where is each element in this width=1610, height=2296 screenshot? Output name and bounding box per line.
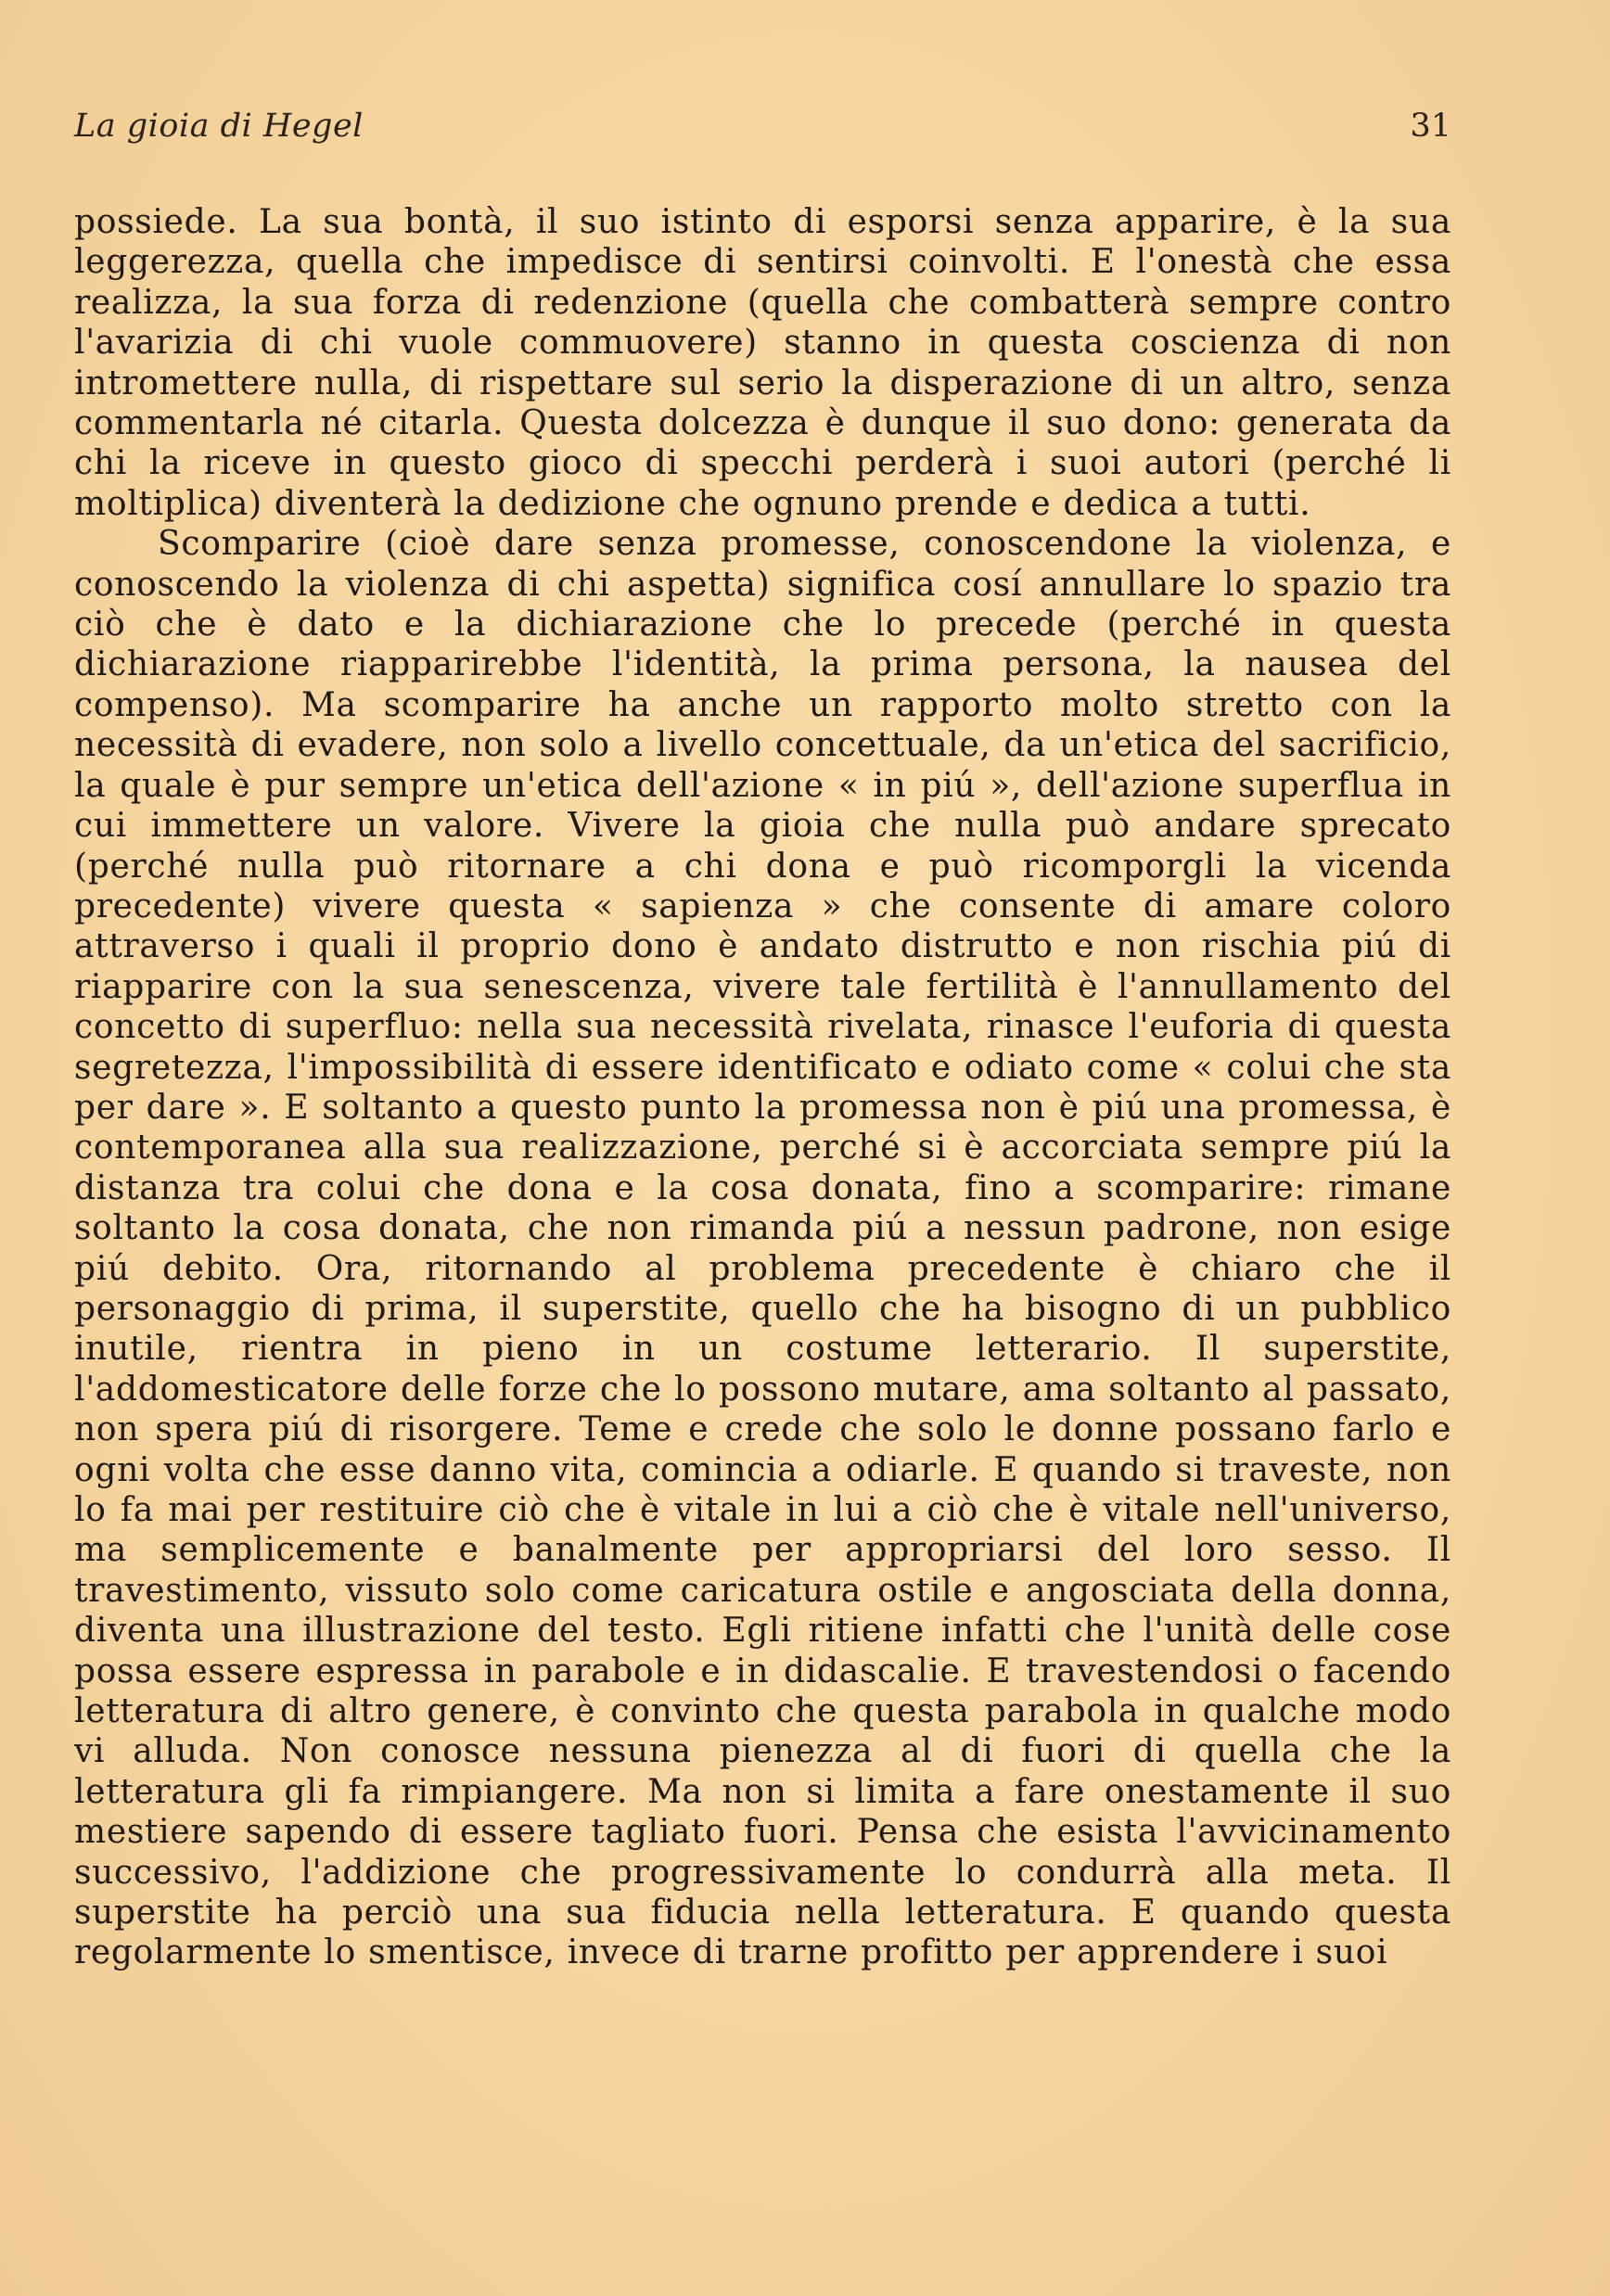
body-text: [74, 202, 1451, 1973]
paragraph-continued: possiede. La sua bontà, il suo istinto di esporsi senza apparire, è la sua leggerezza, quella che impedisce di sentirsi coinvolti. E l'onestà che essa realizza, la sua forza di redenzione (quella che combatterà sempre contro l'avarizia di chi vuole commuovere) stanno in questa coscienza di non intromettere nulla, di rispettare sul serio la disperazione di un altro, senza commentarla né citarla. Questa dolcezza è dunque il suo dono: generata da chi la riceve in questo gioco di specchi perderà i suoi autori (perché li moltiplica) diventerà la dedizione che ognuno prende e dedica a tutti.: [74, 203, 1451, 523]
running-header: [74, 104, 1451, 159]
page-number: 31: [1410, 108, 1451, 145]
paragraph: Scomparire (cioè dare senza promesse, conoscendone la violenza, e conoscendo la violenza di chi aspetta) significa cosí annullare lo spazio tra ciò che è dato e la dichiarazione che lo precede (perché in questa dichiarazione riapparirebbe l'identità, la prima persona, la nausea del compenso). Ma scomparire ha anche un rapporto molto stretto con la necessità di evadere, non solo a livello concettuale, da un'etica del sacrificio, la quale è pur sempre un'etica dell'azione « in piú », dell'azione superflua in cui immettere un valore. Vivere la gioia che nulla può andare sprecato (perché nulla può ritornare a chi dona e può ricomporgli la vicenda precedente) vivere questa « sapienza » che consente di amare coloro attraverso i quali il proprio dono è andato distrutto e non rischia piú di riapparire con la sua senescenza, vivere tale fertilità è l'annullamento del concetto di superfluo: nella sua necessità rivelata, rinasce l'euforia di questa segretezza, l'impossibilità di essere identificato e odiato come « colui che sta per dare ». E soltanto a questo punto la promessa non è piú una promessa, è contemporanea alla sua realizzazione, perché si è accorciata sempre piú la distanza tra colui che dona e la cosa donata, fino a scomparire: rimane soltanto la cosa donata, che non rimanda piú a nessun padrone, non esige piú debito. Ora, ritornando al problema precedente è chiaro che il personaggio di prima, il superstite, quello che ha bisogno di un pubblico inutile, rientra in pieno in un costume letterario. Il superstite, l'addomesticatore delle forze che lo possono mutare, ama soltanto al passato, non spera piú di risorgere. Teme e crede che solo le donne possano farlo e ogni volta che esse danno vita, comincia a odiarle. E quando si traveste, non lo fa mai per restituire ciò che è vitale in lui a ciò che è vitale nell'universo, ma semplicemente e banalmente per appropriarsi del loro sesso. Il travestimento, vissuto solo come caricatura ostile e angosciata della donna, diventa una illustrazione del testo. Egli ritiene infatti che l'unità delle cose possa essere espressa in parabole e in didascalie. E travestendosi o facendo letteratura di altro genere, è convinto che questa parabola in qualche modo vi alluda. Non conosce nessuna pienezza al di fuori di quella che la letteratura gli fa rimpiangere. Ma non si limita a fare onestamente il suo mestiere sapendo di essere tagliato fuori. Pensa che esista l'avvicinamento successivo, l'addizione che progressivamente lo condurrà alla meta. Il superstite ha perciò una sua fiducia nella letteratura. E quando questa regolarmente lo smentisce, invece di trarne profitto per apprendere i suoi: [74, 525, 1451, 1972]
running-title: La gioia di Hegel: [74, 108, 364, 145]
